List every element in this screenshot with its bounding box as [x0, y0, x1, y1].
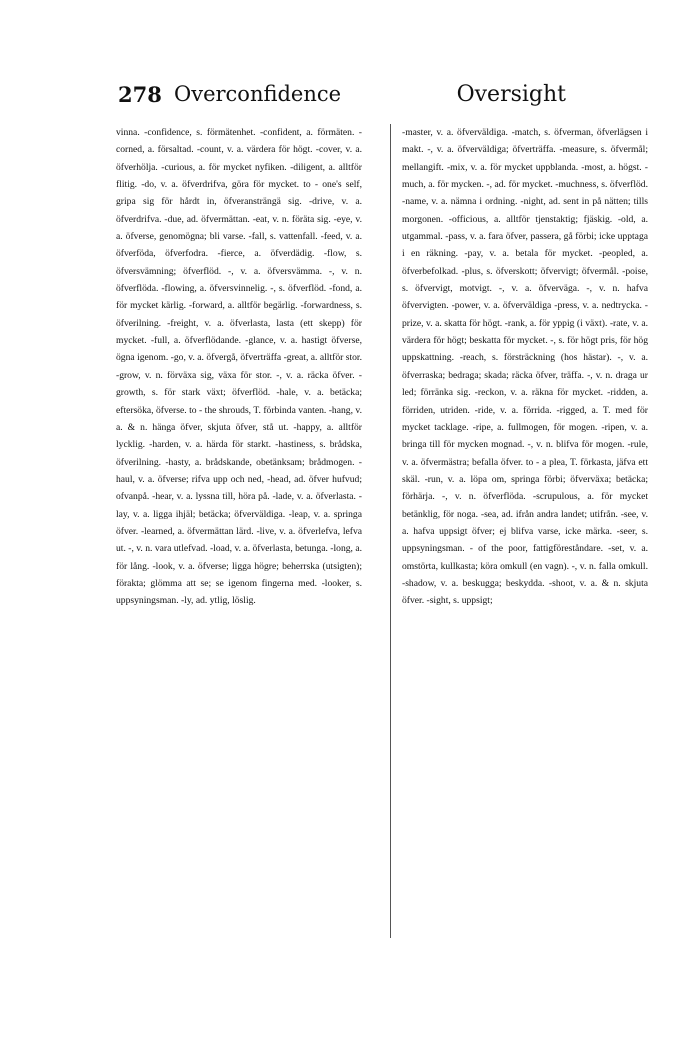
left-column: [116, 124, 362, 938]
left-column-text: vinna. -confidence, s. förmätenhet. -confident, a. förmäten. -corned, a. försaltad. -count, v. a. värdera för högt. -cover, v. a. öfverhölja. -curious, a. för mycket nyfiken. -diligent, a. alltför flitig. -do, v. a. öfverdrifva, göra för mycket. to - one's self, gripa sig för hårdt in, öfveransträngä sig. -drive, v. a. öfverdrifva. -due, ad. öfvermättan. -eat, v. n. föräta sig. -eye, v. a. öfverse, genomögna; bli varse. -fall, s. vattenfall. -feed, v. a. öfverföda, öfverfodra. -fierce, a. öfverdädig. -flow, s. öfversvämning; öfverflöd. -, v. a. öfversvämma. -, v. n. öfverflöda. -flowing, a. öfversvinnelig. -, s. öfverflöd. -fond, a. för mycket kärlig. -forward, a. alltför begärlig. -forwardness, s. öfverilning. -freight, v. a. öfverlasta, lasta (ett skepp) för mycket. -full, a. öfverflödande. -glance, v. a. hastigt öfverse, ögna igenom. -go, v. a. öfvergå, öfverträffa -great, a. alltför stor. -grow, v. n. förväxa sig, växa för stor. -, v. a. räcka öfver. -growth, s. för stark växt; öfverflöd. -hale, v. a. betäcka; eftersöka, öfverse. to - the shrouds, T. förbinda vanten. -hang, v. a. & n. hänga öfver, skjuta öfver, stå ut. -happy, a. alltför lycklig. -harden, v. a. härda för starkt. -hastiness, s. brådska, öfverilning. -hasty, a. brådskande, obetänksam; brådmogen. -haul, v. a. öfverse; rifva upp och ned, -head, ad. öfver hufvud; ofvanpå. -hear, v. a. lyssna till, höra på. -lade, v. a. öfverlasta. -lay, v. a. ligga ihjäl; betäcka; öfverväldiga. -leap, v. a. springa öfver. -learned, a. öfvermättan lärd. -live, v. a. öfverlefva, lefva ut. -, v. n. vara utlefvad. -load, v. a. öfverlasta, betunga. -long, a. för lång. -look, v. a. öfverse; ligga högre; beherrska (utsigten); förakta; glömma att se; se igenom fingerna med. -looker, s. uppsyningsman. -ly, ad. ytlig, löslig.: [116, 127, 362, 607]
right-column-text: -master, v. a. öfverväldiga. -match, s. öfverman, öfverlägsen i makt. -, v. a. öfverväldiga; öfverträffa. -measure, s. öfvermål; mellangift. -mix, v. a. för mycket uppblanda. -most, a. högst. -much, a. för mycken. -, ad. för mycket. -muchness, s. öfverflöd. -name, v. a. nämna i ordning. -night, ad. sent in på nätten; tills morgonen. -officious, a. alltför tjenstaktig; fjäskig. -old, a. utgammal. -pass, v. a. fara öfver, passera, gå förbi; icke upptaga i en räkning. -pay, v. a. betala för mycket. -peopled, a. öfverbefolkad. -plus, s. öfverskott; öfvervigt; öfvermål. -poise, s. öfvervigt, motvigt. -, v. a. öfverväga. -, v. n. hafva öfvervigten. -power, v. a. öfverväldiga -press, v. a. nedtrycka. -prize, v. a. skatta för högt. -rank, a. för yppig (i växt). -rate, v. a. värdera för högt; beskatta för mycket. -, s. för högt pris, för hög uppskattning. -reach, s. försträckning (hos hästar). -, v. a. öfverraska; bedraga; skada; räcka öfver, träffa. -, v. n. draga ur led; förränka sig. -reckon, v. a. räkna för mycket. -ridden, a. förriden, utriden. -ride, v. a. förrida. -rigged, a. T. med för mycket tacklage. -ripe, a. fullmogen, för mogen. -ripen, v. a. bringa till för mycken mognad. -, v. n. blifva för mogen. -rule, v. a. öfvermästra; befalla öfver. to - a plea, T. förkasta, jäfva ett skäl. -run, v. a. löpa om, springa förbi; öfverväxa; betäcka; förhärja. -, v. n. öfverflöda. -scrupulous, a. för mycket betänklig, för noga. -sea, ad. ifrån andra landet; utifrån. -see, v. a. hafva uppsigt öfver; ej blifva varse, icke märka. -seer, s. uppsyningsman. - of the poor, fattigföreståndare. -set, v. a. omstörta, kullkasta; köra omkull (en vagn). -, v. n. falla omkull. -shadow, v. a. beskugga; beskydda. -shoot, v. a. & n. skjuta öfver. -sight, s. uppsigt;: [402, 127, 648, 607]
running-header: [118, 82, 566, 116]
right-column: [402, 124, 648, 938]
column-divider: [390, 124, 391, 938]
left-guide-word: Overconfidence: [174, 82, 342, 106]
page-number: 278: [118, 82, 162, 107]
right-guide-word: Oversight: [456, 82, 566, 107]
